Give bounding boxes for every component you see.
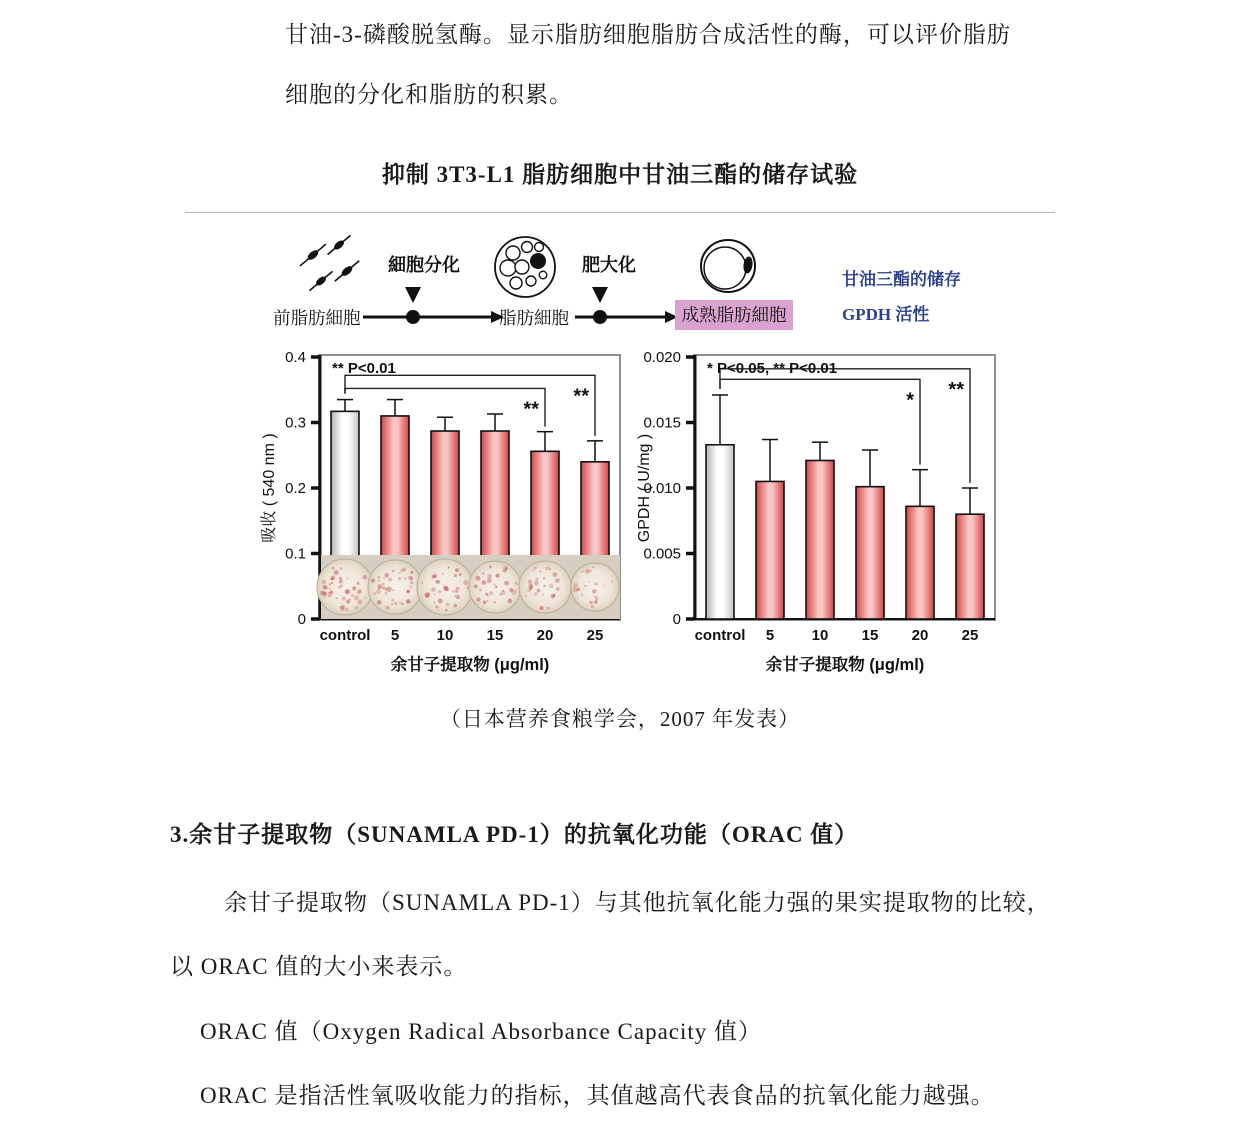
x-tick-label: 5: [390, 627, 400, 644]
y-tick-label: 0: [297, 611, 306, 628]
figure-panel: [185, 213, 1055, 705]
significance-label: **: [948, 378, 964, 401]
figure-caption: （日本营养食粮学会，2007 年发表）: [439, 707, 801, 731]
x-tick-label: 15: [486, 627, 504, 644]
bar-chart-absorbance: [258, 339, 630, 706]
x-tick-label: 20: [911, 627, 929, 644]
x-tick-label: 25: [961, 627, 979, 644]
x-tick-label: 15: [861, 627, 879, 644]
figure-title: 抑制 3T3-L1 脂肪细胞中甘油三酯的储存试验: [381, 162, 859, 187]
significance-label: **: [523, 398, 539, 421]
significance-label: **: [573, 385, 589, 408]
body-text-line: 余甘子提取物（SUNAMLA PD-1）与其他抗氧化能力强的果实提取物的比较，: [224, 890, 1051, 915]
x-tick-label: 20: [536, 627, 554, 644]
y-tick-label: 0.005: [643, 545, 681, 563]
x-tick-label: control: [694, 627, 746, 644]
y-tick-label: 0.4: [285, 349, 306, 366]
stage-label-preadipocyte: 前脂肪細胞: [273, 308, 361, 328]
y-tick-label: 0.015: [643, 414, 681, 432]
side-label-gpdh: GPDH 活性: [842, 305, 930, 324]
x-tick-label: 10: [436, 627, 454, 644]
stage-label-adipocyte: 脂肪細胞: [499, 308, 569, 328]
body-text-line: ORAC 值（Oxygen Radical Absorbance Capacity 值）: [200, 1019, 763, 1044]
x-tick-label: 5: [765, 627, 775, 644]
preadipocyte-cells-icon: [291, 233, 365, 301]
y-tick-label: 0.2: [285, 480, 306, 497]
x-tick-label: 25: [586, 627, 604, 644]
bar-chart-gpdh: [633, 339, 1005, 706]
x-tick-label: control: [319, 627, 371, 644]
transition-label-differentiation: 細胞分化: [388, 255, 460, 275]
y-tick-label: 0: [672, 611, 681, 628]
chart-svg: [633, 339, 1005, 701]
bar: [806, 460, 834, 619]
y-axis-title: 吸收 ( 540 nm ): [261, 433, 278, 543]
section-heading: 3.余甘子提取物（SUNAMLA PD-1）的抗氧化功能（ORAC 值）: [170, 822, 859, 847]
mature-adipocyte-icon: [698, 235, 760, 299]
x-axis-title: 余甘子提取物 (μg/ml): [390, 656, 550, 674]
bar: [856, 487, 884, 619]
arrow-differentiation-icon: [363, 279, 505, 327]
y-tick-label: 0.010: [643, 480, 681, 497]
stage-label-mature-adipocyte: 成熟脂肪細胞: [675, 300, 793, 330]
bar: [756, 481, 784, 619]
y-tick-label: 0.1: [285, 545, 306, 563]
p-value-annotation: ** P<0.01: [332, 360, 396, 377]
chart-svg: [258, 339, 630, 701]
y-axis-title: GPDH ( U/mg ): [636, 433, 653, 543]
side-label-triglyceride: 甘油三酯的储存: [842, 270, 961, 289]
arrow-hypertrophy-icon: [575, 279, 679, 327]
bar: [706, 445, 734, 619]
y-tick-label: 0.3: [285, 414, 306, 432]
body-text-line: 以 ORAC 值的大小来表示。: [170, 954, 468, 979]
petri-dish-photo: [519, 561, 571, 613]
x-axis-title: 余甘子提取物 (μg/ml): [765, 656, 925, 674]
body-text-line: 甘油-3-磷酸脱氢酶。显示脂肪细胞脂肪合成活性的酶，可以评价脂肪: [285, 22, 1011, 47]
bar: [906, 506, 934, 619]
y-tick-label: 0.020: [643, 349, 681, 366]
bar: [956, 514, 984, 619]
significance-bracket: [720, 369, 970, 483]
petri-dish-photo: [368, 560, 422, 614]
body-text-line: ORAC 是指活性氧吸收能力的指标，其值越高代表食品的抗氧化能力越强。: [200, 1083, 995, 1108]
body-text-line: 细胞的分化和脂肪的积累。: [285, 82, 573, 107]
p-value-annotation: * P<0.05, ** P<0.01: [707, 360, 838, 377]
x-tick-label: 10: [811, 627, 829, 644]
transition-label-hypertrophy: 肥大化: [582, 255, 636, 275]
adipocyte-icon: [491, 233, 559, 301]
significance-label: *: [906, 389, 914, 412]
